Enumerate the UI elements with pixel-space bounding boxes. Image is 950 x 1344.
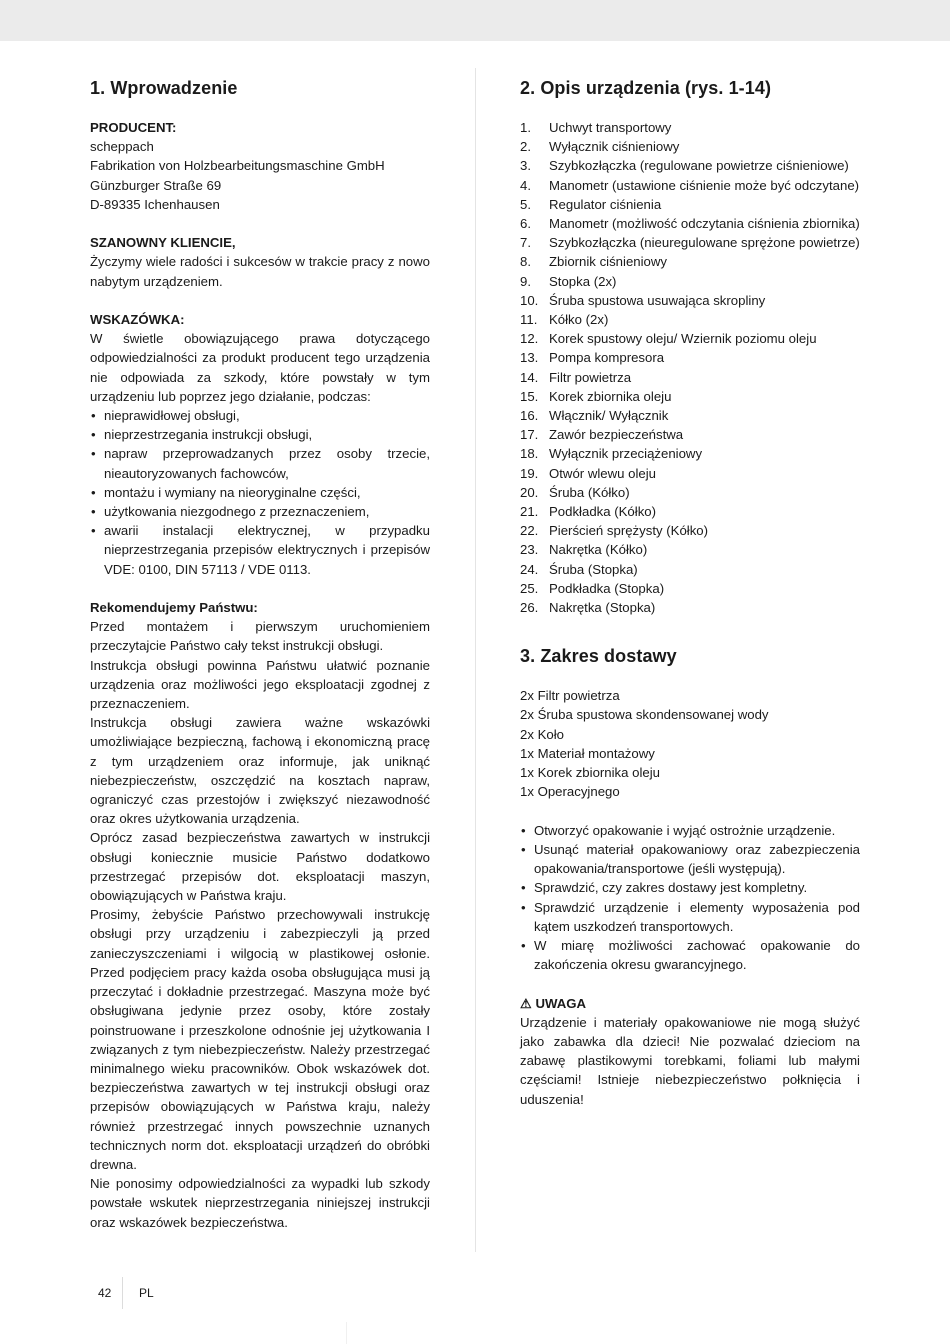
top-bar (0, 0, 950, 41)
item-number: 20. (520, 484, 539, 500)
item-number: 22. (520, 523, 539, 539)
parts-list-item (520, 310, 860, 329)
item-number: 2. (520, 139, 531, 155)
parts-list-item (520, 502, 860, 521)
parts-list-item (520, 176, 860, 195)
recommend-paragraph: Oprócz zasad bezpieczeństwa zawartych w instrukcji obsługi koniecznie musicie Państwo dodatkowo przestrzegać przepisów dot. eksploatacji maszyn, obowiązujących w Państwa kraju. (90, 830, 430, 904)
parts-list (520, 118, 860, 617)
item-number: 12. (520, 331, 539, 347)
section-1-heading: 1. Wprowadzenie (90, 78, 238, 98)
item-text: Śruba (Kółko) (549, 484, 630, 500)
parts-list-item (520, 540, 860, 559)
item-text: Śruba (Stopka) (549, 561, 638, 577)
list-item: • Sprawdzić, czy zakres dostawy jest kompletny. (520, 878, 860, 897)
bottom-divider (346, 1322, 347, 1344)
delivery-item: 1x Korek zbiornika oleju (520, 765, 661, 781)
item-number: 17. (520, 427, 539, 443)
item-text: Zbiornik ciśnieniowy (549, 254, 667, 270)
parts-list-item (520, 464, 860, 483)
parts-list-item (520, 483, 860, 502)
dear-customer-text: Życzymy wiele radości i sukcesów w trakcie pracy z nowo nabytym urządzeniem. (90, 254, 430, 289)
item-text: Szybkozłączka (regulowane powietrze ciśnieniowe) (549, 158, 849, 174)
recommend-label: Rekomendujemy Państwu: (90, 600, 258, 616)
item-number: 9. (520, 273, 531, 289)
item-number: 6. (520, 216, 531, 232)
parts-list-item (520, 406, 860, 425)
right-column (520, 76, 860, 1109)
list-item: • Usunąć materiał opakowaniowy oraz zabezpieczenia opakowania/transportowe (jeśli występują). (520, 840, 860, 878)
producer-line: D-89335 Ichenhausen (90, 196, 220, 212)
parts-list-item (520, 137, 860, 156)
item-text: Manometr (możliwość odczytania ciśnienia zbiornika) (549, 216, 860, 232)
list-item: • Sprawdzić urządzenie i elementy wyposażenia pod kątem uszkodzeń transportowych. (520, 898, 860, 936)
item-text: Nakrętka (Kółko) (549, 542, 648, 558)
item-text: Podkładka (Kółko) (549, 504, 657, 520)
list-item: • Otworzyć opakowanie i wyjąć ostrożnie urządzenie. (520, 821, 860, 840)
producer-line: Fabrikation von Holzbearbeitungsmaschine GmbH (90, 158, 385, 174)
item-number: 16. (520, 408, 539, 424)
warning-text: Urządzenie i materiały opakowaniowe nie mogą służyć jako zabawka dla dzieci! Nie pozwalać dzieciom na zabawę plastikowymi torebkami, foliami lub małymi częściami! Istnieje niebezpieczeństwo połknięcia i uduszenia! (520, 1014, 860, 1107)
item-number: 19. (520, 465, 539, 481)
item-number: 1. (520, 120, 531, 135)
producer-line: Günzburger Straße 69 (90, 177, 222, 193)
item-number: 13. (520, 350, 539, 366)
item-number: 3. (520, 158, 531, 174)
item-text: Pierścień sprężysty (Kółko) (549, 523, 709, 539)
parts-list-item (520, 560, 860, 579)
item-text: Pompa kompresora (549, 350, 665, 366)
section-3-heading: 3. Zakres dostawy (520, 646, 677, 667)
recommend-paragraph: Prosimy, żebyście Państwo przechowywali instrukcję obsługi przy urządzeniu i zabezpieczyli ją przed zanieczyszczeniami i wilgocią w plastikowej osłonie. Przed podjęciem pracy każda osoba obsługująca musi ją przeczytać i dokładnie przestrzegać. Maszyna może być obsługiwana jedynie przez osoby, które zostały poinstruowane i przeszkolone odnośnie jej użytkowania I związanych z tym niebezpieczeństw. Należy przestrzegać minimalnego wieku pracowników. Obok wskazówek dot. bezpieczeństwa zawartych w tej instrukcji obsługi oraz przepisów obowiązujących w Państwa kraju, należy również przestrzegać innych powszechnie uznanych technicznych norm dot. eksploatacji urządzeń do obróbki drewna. (90, 907, 430, 1172)
list-item: • montażu i wymiany na nieoryginalne części, (90, 483, 430, 502)
section-2-heading: 2. Opis urządzenia (rys. 1-14) (520, 78, 772, 98)
warning-label: UWAGA (535, 995, 587, 1011)
parts-list-item (520, 291, 860, 310)
parts-list-item (520, 233, 860, 252)
unpacking-bullet-list (520, 821, 860, 975)
delivery-list (520, 686, 860, 801)
list-item: • W miarę możliwości zachować opakowanie do zakończenia okresu gwarancyjnego. (520, 936, 860, 974)
item-text: Nakrętka (Stopka) (549, 600, 656, 616)
item-number: 23. (520, 542, 539, 558)
item-number: 10. (520, 292, 539, 308)
list-item: • napraw przeprowadzanych przez osoby trzecie, nieautoryzowanych fachowców, (90, 444, 430, 482)
parts-list-item (520, 329, 860, 348)
item-number: 26. (520, 600, 539, 616)
item-text: Manometr (ustawione ciśnienie może być odczytane) (549, 177, 860, 193)
item-number: 4. (520, 177, 531, 193)
parts-list-item (520, 252, 860, 271)
item-text: Kółko (2x) (549, 312, 609, 328)
list-item: • nieprzestrzegania instrukcji obsługi, (90, 425, 430, 444)
warning-heading (520, 994, 860, 1013)
recommend-paragraph: Instrukcja obsługi zawiera ważne wskazówki umożliwiające bezpieczną, fachową i ekonomiczną pracę z tym urządzeniem oraz informuje, jak uniknąć niebezpieczeństw, oszczędzić na kosztach napraw, ograniczyć czas przestojów i zwiększyć niezawodność oraz okres użytkowania urządzenia. (90, 715, 430, 827)
parts-list-item (520, 195, 860, 214)
item-text: Otwór wlewu oleju (549, 465, 657, 481)
item-number: 18. (520, 446, 539, 462)
recommend-paragraph: Nie ponosimy odpowiedzialności za wypadki lub szkody powstałe wskutek nieprzestrzegania niniejszej instrukcji oraz wskazówek bezpieczeństwa. (90, 1176, 430, 1230)
producer-label: PRODUCENT: (90, 120, 177, 135)
page-number: 42 (98, 1286, 112, 1300)
dear-customer-label: SZANOWNY KLIENCIE, (90, 235, 236, 251)
note-bullet-list (90, 406, 430, 579)
parts-list-item (520, 521, 860, 540)
delivery-item: 1x Materiał montażowy (520, 745, 655, 761)
item-text: Korek spustowy oleju/ Wziernik poziomu oleju (549, 331, 817, 347)
warning-triangle-icon: ⚠ (520, 995, 532, 1011)
parts-list-item (520, 387, 860, 406)
item-text: Podkładka (Stopka) (549, 580, 665, 596)
list-item: • nieprawidłowej obsługi, (90, 406, 430, 425)
delivery-item: 2x Koło (520, 726, 564, 742)
item-text: Wyłącznik ciśnieniowy (549, 139, 680, 155)
list-item: • awarii instalacji elektrycznej, w przypadku nieprzestrzegania przepisów elektrycznych i przepisów VDE: 0100, DIN 57113 / VDE 0113. (90, 521, 430, 579)
item-number: 25. (520, 580, 539, 596)
item-number: 7. (520, 235, 531, 251)
parts-list-item (520, 214, 860, 233)
item-number: 24. (520, 561, 539, 577)
item-text: Włącznik/ Wyłącznik (549, 408, 669, 424)
item-number: 5. (520, 196, 531, 212)
item-number: 14. (520, 369, 539, 385)
note-label: WSKAZÓWKA: (90, 312, 185, 327)
item-number: 8. (520, 254, 531, 270)
delivery-item: 2x Filtr powietrza (520, 688, 620, 704)
note-text: W świetle obowiązującego prawa dotyczącego odpowiedzialności za produkt producent tego urządzenia nie odpowiada za szkody, które powstały w tym urządzeniu lub poprzez jego działanie, podczas: (90, 331, 430, 404)
item-text: Szybkozłączka (nieuregulowane sprężone powietrze) (549, 235, 860, 251)
footer-divider (122, 1277, 123, 1309)
parts-list-item (520, 156, 860, 175)
parts-list-item (520, 118, 860, 137)
item-number: 15. (520, 388, 539, 404)
item-text: Wyłącznik przeciążeniowy (549, 446, 703, 462)
parts-list-item (520, 579, 860, 598)
column-divider (475, 68, 476, 1252)
item-text: Śruba spustowa usuwająca skropliny (549, 292, 766, 308)
item-text: Regulator ciśnienia (549, 196, 662, 212)
producer-line: scheppach (90, 139, 154, 155)
left-column (90, 76, 430, 1232)
item-text: Korek zbiornika oleju (549, 388, 672, 404)
parts-list-item (520, 348, 860, 367)
recommend-paragraph: Instrukcja obsługi powinna Państwu ułatwić poznanie urządzenia oraz możliwości jego eksploatacji zgodnej z przeznaczeniem. (90, 657, 430, 712)
language-code: PL (139, 1286, 154, 1300)
recommend-paragraph: Przed montażem i pierwszym uruchomieniem przeczytajcie Państwo cały tekst instrukcji obsługi. (90, 619, 430, 654)
parts-list-item (520, 368, 860, 387)
parts-list-item (520, 444, 860, 463)
item-text: Zawór bezpieczeństwa (549, 427, 684, 443)
item-text: Stopka (2x) (549, 273, 617, 289)
parts-list-item (520, 598, 860, 617)
list-item: • użytkowania niezgodnego z przeznaczeniem, (90, 502, 430, 521)
item-text: Uchwyt transportowy (549, 120, 672, 135)
item-text: Filtr powietrza (549, 369, 632, 385)
parts-list-item (520, 272, 860, 291)
delivery-item: 1x Operacyjnego (520, 784, 620, 800)
item-number: 11. (520, 312, 538, 328)
delivery-item: 2x Śruba spustowa skondensowanej wody (520, 707, 769, 723)
item-number: 21. (520, 504, 539, 520)
parts-list-item (520, 425, 860, 444)
